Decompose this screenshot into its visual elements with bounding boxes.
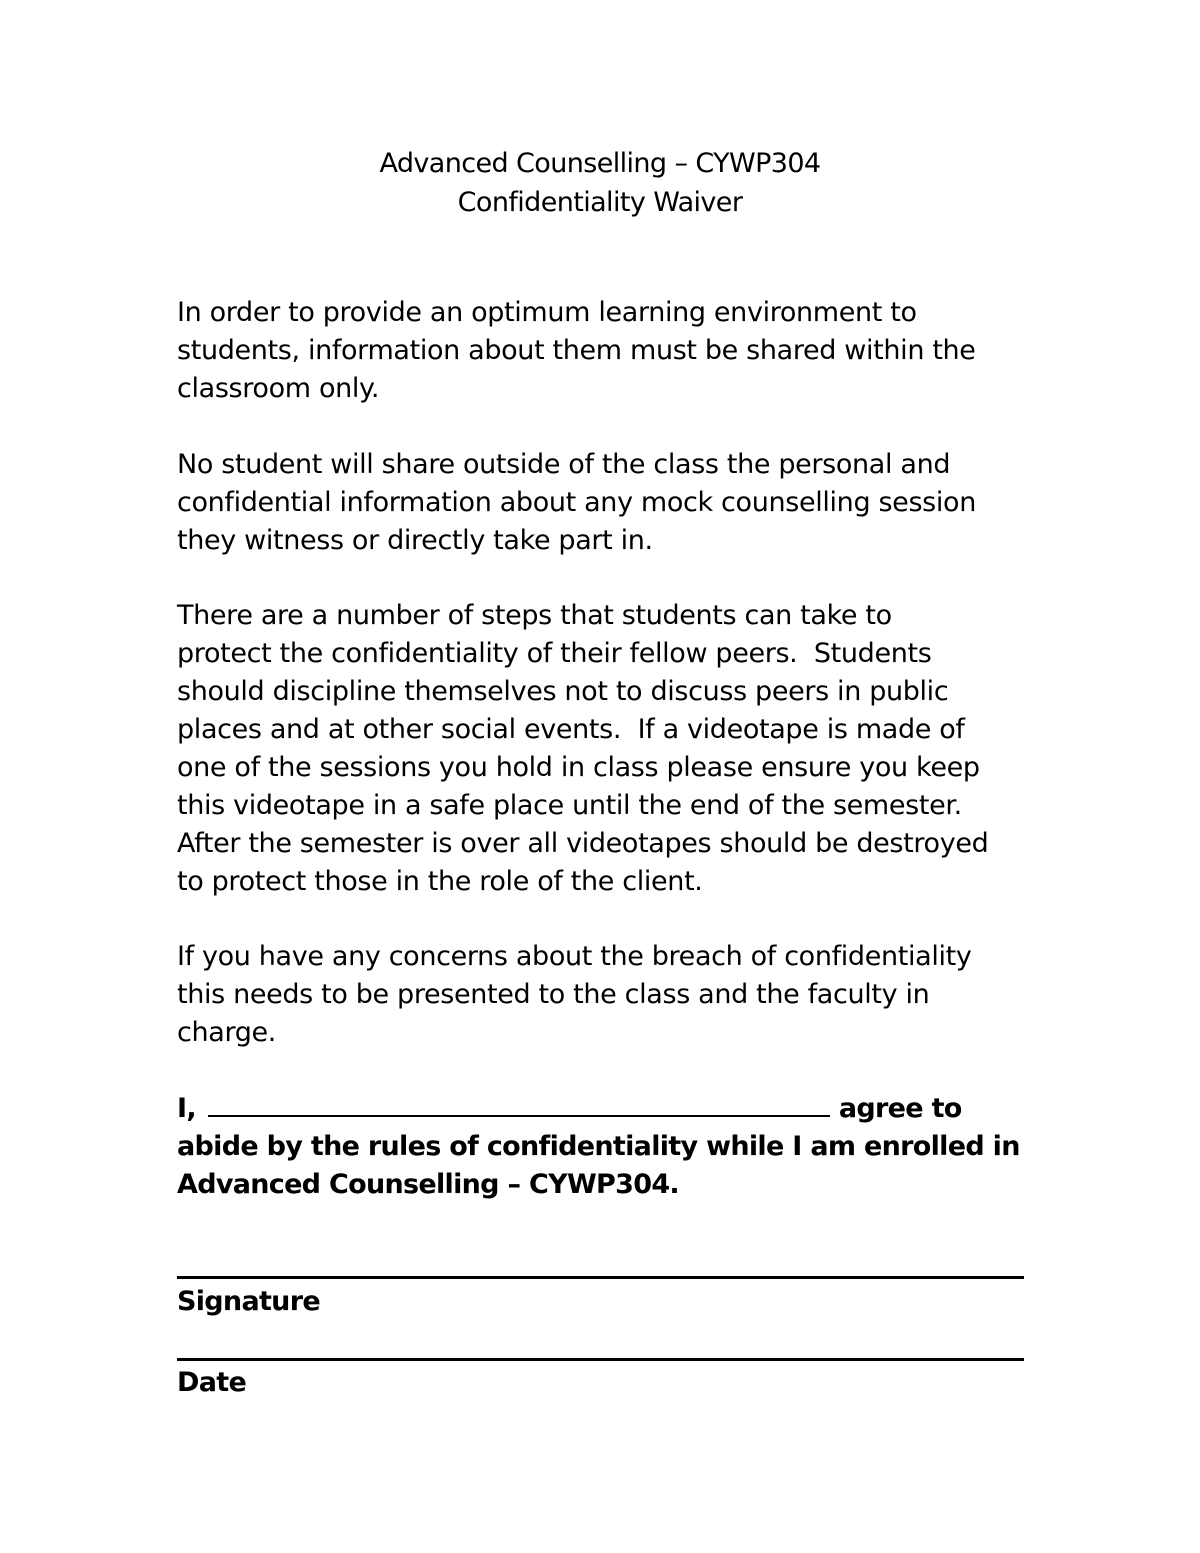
- paragraph-learning-environment: [177, 294, 1047, 408]
- agreement-statement: [177, 1089, 1037, 1204]
- date-line[interactable]: [177, 1358, 1024, 1361]
- paragraph-line: In order to provide an optimum learning environment to: [177, 297, 917, 328]
- agreement-line: abide by the rules of confidentiality while I am enrolled in: [177, 1131, 1020, 1162]
- paragraph-line: If you have any concerns about the breach of confidentiality: [177, 941, 972, 972]
- date-label: Date: [177, 1367, 247, 1398]
- paragraph-line: they witness or directly take part in.: [177, 525, 653, 556]
- paragraph-line: one of the sessions you hold in class please ensure you keep: [177, 752, 980, 783]
- paragraph-line: confidential information about any mock counselling session: [177, 487, 976, 518]
- signature-label: Signature: [177, 1286, 320, 1317]
- paragraph-line: should discipline themselves not to discuss peers in public: [177, 676, 949, 707]
- course-title: Advanced Counselling – CYWP304: [379, 148, 821, 179]
- paragraph-no-sharing: [177, 446, 1047, 560]
- paragraph-line: classroom only.: [177, 373, 380, 404]
- waiver-title: Confidentiality Waiver: [457, 187, 743, 218]
- paragraph-line: students, information about them must be shared within the: [177, 335, 976, 366]
- signature-line[interactable]: [177, 1276, 1024, 1279]
- document-title: [0, 144, 1200, 222]
- paragraph-line: places and at other social events. If a videotape is made of: [177, 714, 965, 745]
- paragraph-line: protect the confidentiality of their fellow peers. Students: [177, 638, 932, 669]
- agreement-line: Advanced Counselling – CYWP304.: [177, 1169, 679, 1200]
- name-blank-field[interactable]: [208, 1089, 830, 1117]
- paragraph-line: After the semester is over all videotapes should be destroyed: [177, 828, 989, 859]
- paragraph-line: No student will share outside of the class the personal and: [177, 449, 951, 480]
- paragraph-concerns: [177, 938, 1047, 1052]
- paragraph-protection-steps: [177, 597, 1047, 901]
- paragraph-line: There are a number of steps that students can take to: [177, 600, 892, 631]
- paragraph-line: this videotape in a safe place until the end of the semester.: [177, 790, 962, 821]
- agreement-suffix: agree to: [838, 1093, 962, 1124]
- paragraph-line: this needs to be presented to the class and the faculty in: [177, 979, 930, 1010]
- agreement-name-line: [177, 1089, 1037, 1128]
- paragraph-line: to protect those in the role of the client.: [177, 866, 703, 897]
- agreement-prefix: I,: [177, 1093, 196, 1124]
- paragraph-line: charge.: [177, 1017, 277, 1048]
